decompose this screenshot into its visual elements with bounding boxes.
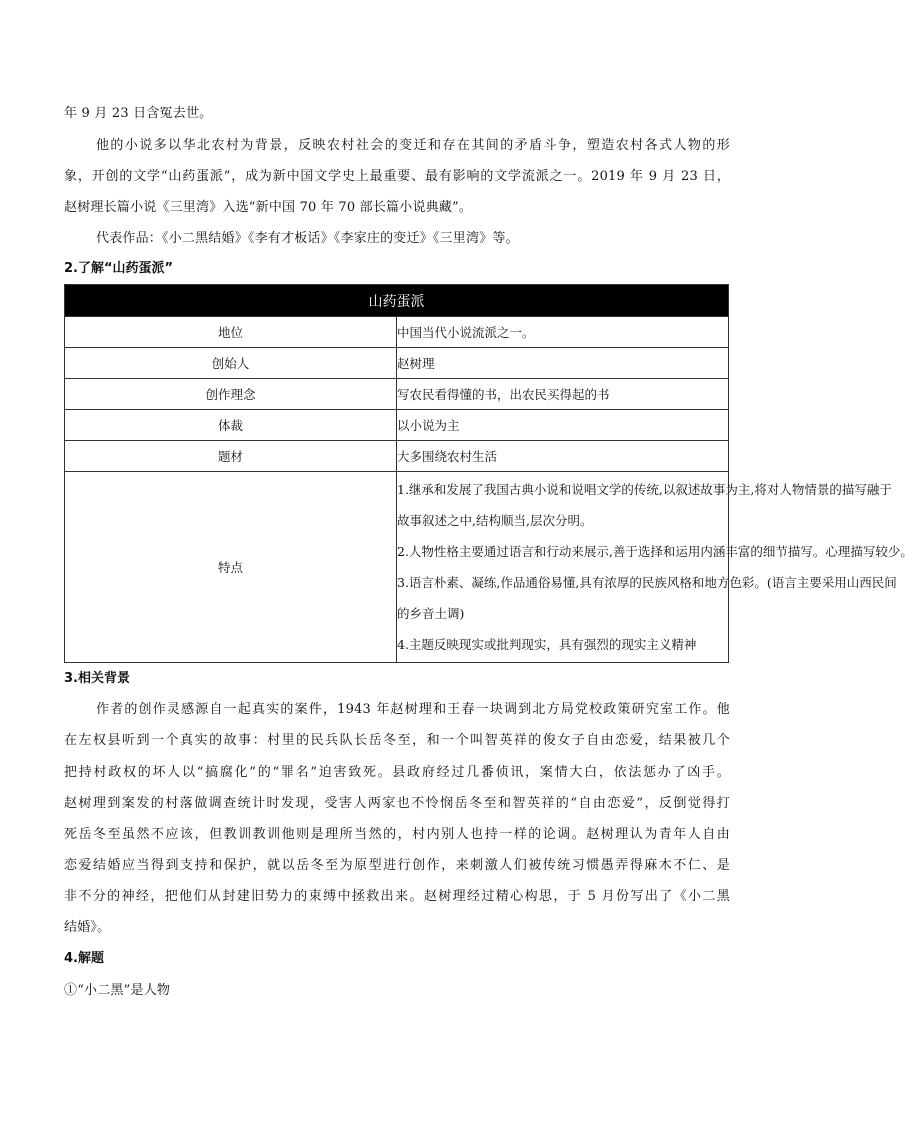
background-line: 结婚》。 — [64, 920, 111, 935]
row-value: 以小说为主 — [397, 410, 729, 441]
features-cell — [397, 472, 913, 663]
intro-paragraph-line: 赵树理长篇小说《三里湾》入选“新中国 70 年 70 部长篇小说典藏”。 — [64, 200, 473, 215]
background-line: 在左权县听到一个真实的故事：村里的民兵队长岳冬至，和一个叫智英祥的俊女子自由恋爱，结果被几个 — [64, 733, 730, 748]
table-title: 山药蛋派 — [65, 285, 729, 317]
row-label: 体裁 — [65, 410, 397, 441]
table-row — [65, 379, 729, 410]
section-heading: 3.相关背景 — [64, 671, 130, 686]
table-row — [65, 410, 729, 441]
intro-paragraph-line: 他的小说多以华北农村为背景，反映农村社会的变迁和存在其间的矛盾斗争，塑造农村各式人物的形 — [96, 138, 730, 153]
row-value: 赵树理 — [397, 348, 729, 379]
background-line: 非不分的神经，把他们从封建旧势力的束缚中拯救出来。赵树理经过精心构思，于 5 月份写出了《小二黑 — [64, 889, 730, 904]
table-row — [65, 348, 729, 379]
row-label: 创作理念 — [65, 379, 397, 410]
table-row — [65, 441, 729, 472]
intro-line: 年 9 月 23 日含冤去世。 — [64, 106, 213, 121]
background-line: 恋爱结婚应当得到支持和保护，就以岳冬至为原型进行创作，来刺激人们被传统习惯愚弄得麻木不仁、是 — [64, 858, 730, 873]
table-row-features — [65, 472, 729, 663]
feature-line: 的乡音土调) — [397, 606, 465, 621]
row-label: 创始人 — [65, 348, 397, 379]
background-line: 作者的创作灵感源自一起真实的案件，1943 年赵树理和王春一块调到北方局党校政策研究室工作。他 — [96, 702, 730, 717]
section-heading: 4.解题 — [64, 951, 104, 966]
table-row — [65, 317, 729, 348]
row-label: 特点 — [65, 472, 397, 663]
section-heading: 2.了解“山药蛋派” — [64, 261, 174, 276]
feature-line: 1.继承和发展了我国古典小说和说唱文学的传统,以叙述故事为主,将对人物情景的描写融于 — [397, 482, 892, 497]
feature-line: 故事叙述之中,结构顺当,层次分明。 — [397, 513, 593, 528]
school-info-table — [64, 284, 913, 663]
intro-paragraph-line: 象，开创的文学“山药蛋派”，成为新中国文学史上最重要、最有影响的文学流派之一。2019 年 9 月 23 日， — [64, 169, 730, 184]
representative-works: 代表作品：《小二黑结婚》《李有才板话》《李家庄的变迁》《三里湾》等。 — [96, 231, 519, 246]
feature-line: 3.语言朴素、凝练,作品通俗易懂,具有浓厚的民族风格和地方色彩。(语言主要采用山西民间 — [397, 575, 897, 590]
background-line: 赵树理到案发的村落做调查统计时发现，受害人两家也不怜悯岳冬至和智英祥的“自由恋爱”，反倒觉得打 — [64, 796, 730, 811]
row-value: 中国当代小说流派之一。 — [397, 317, 729, 348]
feature-line: 2.人物性格主要通过语言和行动来展示,善于选择和运用内涵丰富的细节描写。心理描写较少。 — [397, 544, 913, 559]
row-value: 写农民看得懂的书，出农民买得起的书 — [397, 379, 729, 410]
row-label: 地位 — [65, 317, 397, 348]
background-line: 死岳冬至虽然不应该，但教训教训他则是理所当然的，村内别人也持一样的论调。赵树理认为青年人自由 — [64, 827, 730, 842]
row-value: 大多围绕农村生活 — [397, 441, 729, 472]
feature-line: 4.主题反映现实或批判现实，具有强烈的现实主义精神 — [397, 637, 697, 652]
background-line: 把持村政权的坏人以“搞腐化”的“罪名”迫害致死。县政府经过几番侦讯，案情大白，依法惩办了凶手。 — [64, 765, 730, 780]
row-label: 题材 — [65, 441, 397, 472]
subtitle-explanation: ①“小二黑”是人物 — [64, 983, 171, 998]
